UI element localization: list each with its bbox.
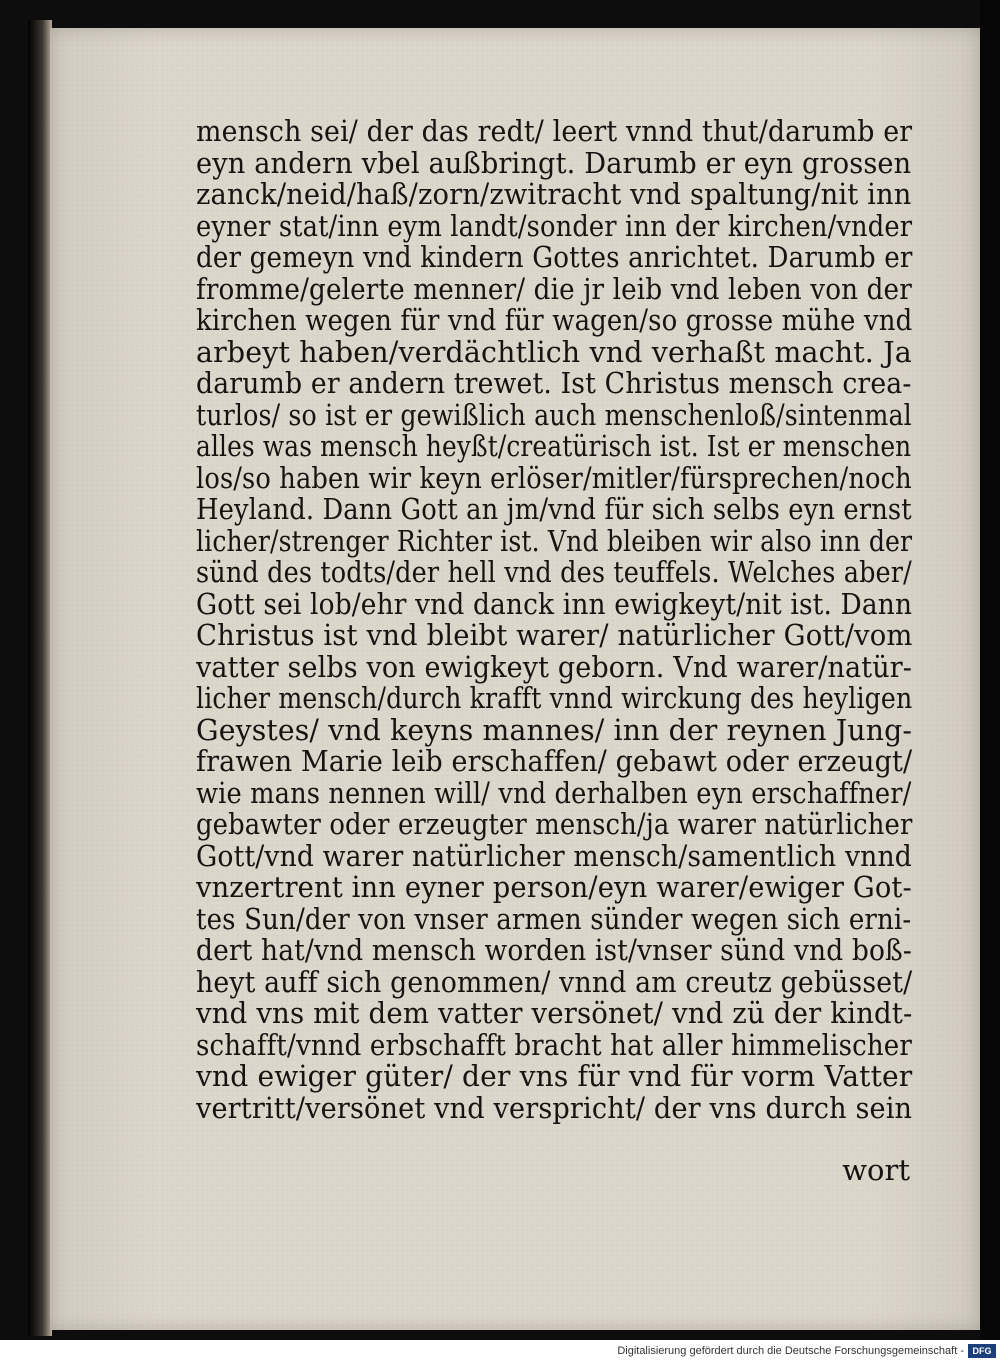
text-line: vatter selbs von ewigkeyt geborn. Vnd warer/natür- xyxy=(196,649,913,684)
text-line: gebawter oder erzeugter mensch/ja warer natürlicher xyxy=(196,807,913,841)
text-line: turlos/ so ist er gewißlich auch menschenloß/sintenmal xyxy=(196,397,912,432)
text-line: eyn andern vbel außbringt. Darumb er eyn grossen xyxy=(196,145,912,180)
text-line: zanck/neid/haß/zorn/zwitracht vnd spaltung/nit inn xyxy=(196,177,912,211)
text-line: Geystes/ vnd keyns mannes/ inn der reynen Jung- xyxy=(196,712,913,747)
text-line: los/so haben wir keyn erlöser/mitler/fürsprechen/noch xyxy=(196,460,912,495)
text-line: Gott/vnd warer natürlicher mensch/samentlich vnnd xyxy=(196,838,912,873)
text-line: vnd vns mit dem vatter versönet/ vnd zü der kindt- xyxy=(196,996,913,1030)
text-line: tes Sun/der von vnser armen sünder wegen sich erni- xyxy=(196,901,912,936)
footer-bar xyxy=(0,1340,1000,1362)
text-line: mensch sei/ der das redt/ leert vnnd thut/darumb er xyxy=(196,114,913,148)
text-line: kirchen wegen für vnd für wagen/so grosse mühe vnd xyxy=(196,303,913,337)
text-line: arbeyt haben/verdächtlich vnd verhaßt macht. Ja xyxy=(196,334,912,369)
catchword: wort xyxy=(842,1153,910,1187)
dfg-logo: DFG xyxy=(968,1344,996,1358)
text-line: fromme/gelerte menner/ die jr leib vnd leben von der xyxy=(196,271,912,306)
page-text-block xyxy=(196,116,918,1124)
text-line: vnzertrent inn eyner person/eyn warer/ewiger Got- xyxy=(196,870,912,904)
text-line: dert hat/vnd mensch worden ist/vnser sünd vnd boß- xyxy=(196,933,912,967)
text-line: Gott sei lob/ehr vnd danck inn ewigkeyt/nit ist. Dann xyxy=(196,586,913,621)
text-line: Heyland. Dann Gott an jm/vnd für sich selbs eyn ernst xyxy=(196,492,912,526)
text-line: darumb er andern trewet. Ist Christus mensch crea- xyxy=(196,366,912,400)
text-line: Christus ist vnd bleibt warer/ natürlicher Gott/vom xyxy=(196,618,913,652)
text-line: heyt auff sich genommen/ vnnd am creutz gebüsset/ xyxy=(196,964,913,999)
text-line: vertritt/versönet vnd verspricht/ der vns durch sein xyxy=(196,1090,913,1125)
text-line: alles was mensch heyßt/creatürisch ist. Ist er menschen xyxy=(196,429,912,463)
text-line: sünd des todts/der hell vnd des teuffels. Welches aber/ xyxy=(196,555,912,589)
text-line: vnd ewiger güter/ der vns für vnd für vorm Vatter xyxy=(196,1059,913,1093)
funding-credit: Digitalisierung gefördert durch die Deutsche Forschungsgemeinschaft - xyxy=(617,1345,964,1357)
scan-border-right xyxy=(980,0,1000,1340)
text-line: der gemeyn vnd kindern Gottes anrichtet. Darumb er xyxy=(196,240,913,274)
text-line: frawen Marie leib erschaffen/ gebawt oder erzeugt/ xyxy=(196,744,913,778)
text-line: licher/strenger Richter ist. Vnd bleiben wir also inn der xyxy=(196,523,913,558)
text-line: licher mensch/durch krafft vnnd wirckung des heyligen xyxy=(196,681,913,715)
text-line: schafft/vnnd erbschafft bracht hat aller himmelischer xyxy=(196,1027,912,1062)
page-edge-shadow xyxy=(28,20,52,1336)
text-line: wie mans nennen will/ vnd derhalben eyn erschaffner/ xyxy=(196,775,912,810)
text-line: eyner stat/inn eym landt/sonder inn der kirchen/vnder xyxy=(196,208,913,243)
